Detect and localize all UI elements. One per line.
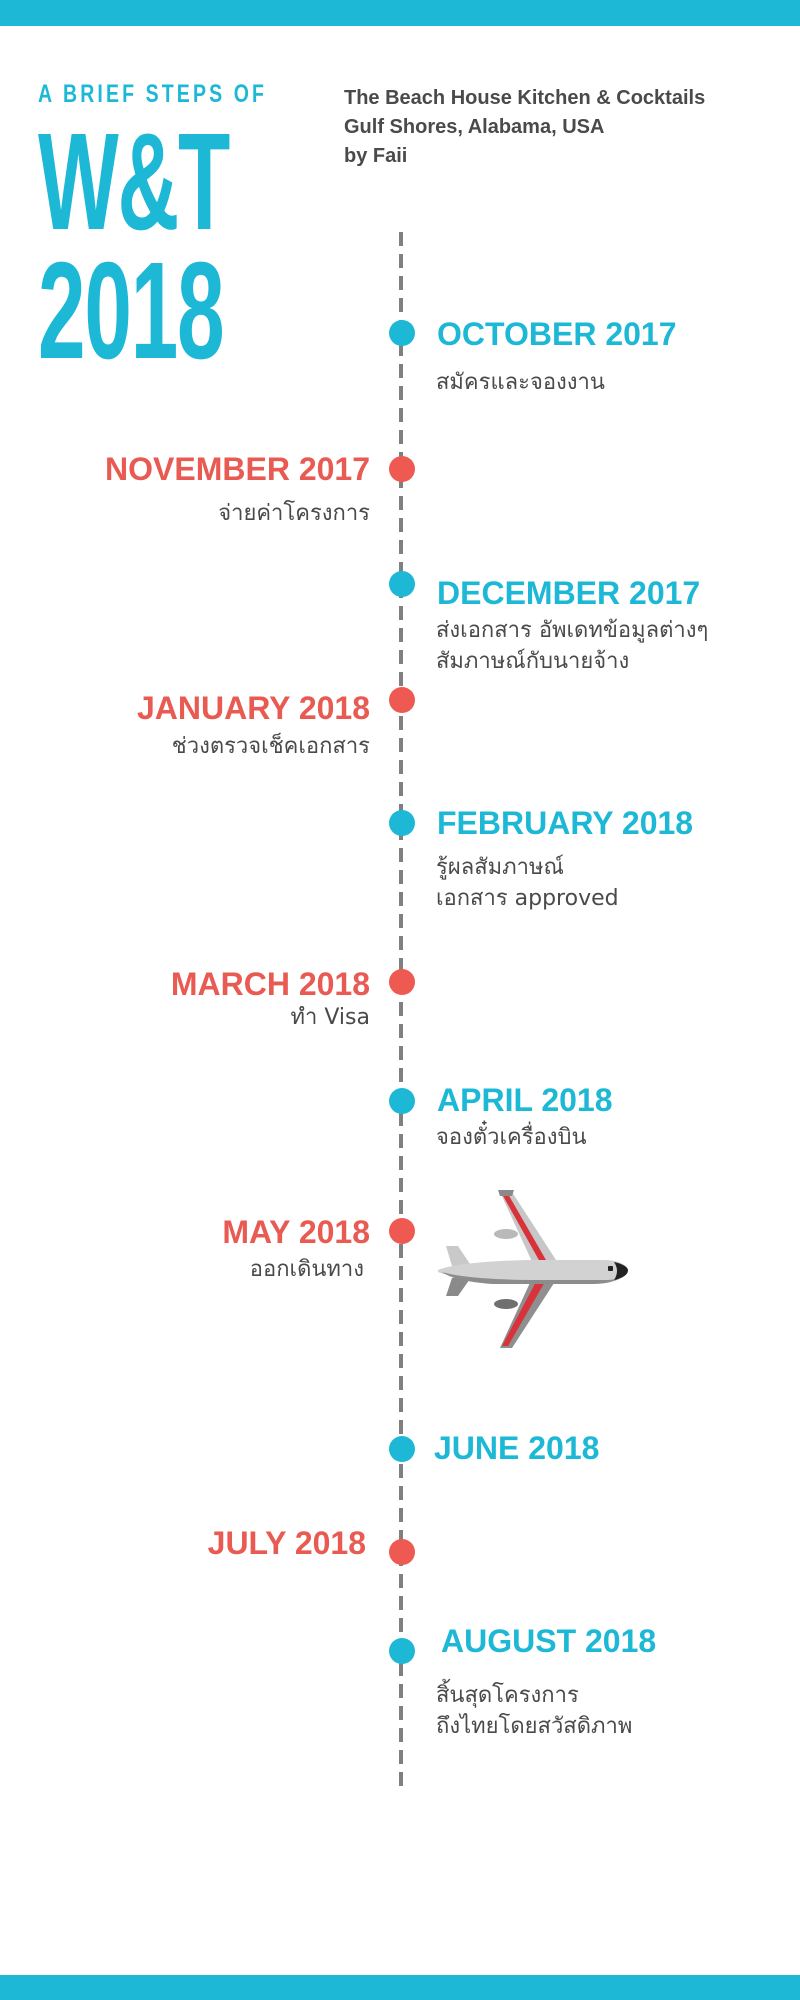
timeline-desc-line: สัมภาษณ์กับนายจ้าง — [436, 649, 630, 674]
timeline-month-aug-2018: AUGUST 2018 — [441, 1623, 657, 1659]
timeline-month-may-2018: MAY 2018 — [222, 1214, 370, 1250]
timeline-desc-line: ออกเดินทาง — [249, 1257, 364, 1282]
timeline-month-apr-2018: APRIL 2018 — [437, 1082, 613, 1118]
timeline-desc-oct-2017 — [436, 367, 605, 398]
timeline-month-dec-2017: DECEMBER 2017 — [437, 575, 701, 611]
timeline-desc-mar-2018 — [291, 1002, 370, 1033]
top-accent-bar — [0, 0, 800, 26]
timeline-desc-line: ถึงไทยโดยสวัสดิภาพ — [436, 1714, 633, 1739]
venue-name: The Beach House Kitchen & Cocktails — [344, 87, 706, 109]
timeline-desc-nov-2017 — [218, 498, 370, 529]
header-title: W&T — [38, 105, 230, 259]
timeline-dot-oct-2017 — [389, 320, 415, 346]
timeline-desc-line: ทำ Visa — [290, 1005, 370, 1030]
timeline-desc-line: รู้ผลสัมภาษณ์ — [436, 855, 564, 880]
timeline-desc-may-2018 — [250, 1254, 364, 1285]
timeline-dot-nov-2017 — [389, 456, 415, 482]
timeline-desc-line: จ่ายค่าโครงการ — [218, 501, 370, 526]
timeline-dot-dec-2017 — [389, 571, 415, 597]
timeline-dot-aug-2018 — [389, 1638, 415, 1664]
airplane-icon — [432, 1188, 628, 1350]
bottom-accent-bar — [0, 1975, 800, 2000]
venue-location: Gulf Shores, Alabama, USA — [344, 116, 605, 138]
timeline-desc-jan-2018 — [172, 731, 370, 762]
header-year: 2018 — [38, 234, 224, 388]
timeline-desc-line: ส่งเอกสาร อัพเดทข้อมูลต่างๆ — [436, 618, 709, 643]
header-kicker: A BRIEF STEPS OF — [38, 80, 268, 108]
timeline-desc-apr-2018 — [436, 1122, 587, 1153]
timeline-desc-line: สิ้นสุดโครงการ — [436, 1683, 579, 1708]
timeline-month-jun-2018: JUNE 2018 — [434, 1430, 600, 1466]
timeline-desc-dec-2017 — [436, 615, 708, 677]
timeline-dot-jul-2018 — [389, 1539, 415, 1565]
timeline-month-feb-2018: FEBRUARY 2018 — [437, 805, 694, 841]
timeline-month-oct-2017: OCTOBER 2017 — [437, 316, 677, 352]
timeline-dot-feb-2018 — [389, 810, 415, 836]
timeline-desc-line: สมัครและจองงาน — [436, 370, 605, 395]
timeline-desc-feb-2018 — [436, 852, 619, 914]
venue-info — [344, 84, 705, 171]
timeline-desc-aug-2018 — [436, 1680, 632, 1742]
timeline-dot-apr-2018 — [389, 1088, 415, 1114]
venue-author: by Faii — [344, 145, 408, 167]
timeline-desc-line: ช่วงตรวจเช็คเอกสาร — [171, 734, 370, 759]
timeline-month-jul-2018: JULY 2018 — [207, 1525, 366, 1561]
timeline-dot-may-2018 — [389, 1218, 415, 1244]
timeline-desc-line: จองตั๋วเครื่องบิน — [436, 1125, 587, 1150]
timeline-dot-jan-2018 — [389, 687, 415, 713]
timeline-month-nov-2017: NOVEMBER 2017 — [105, 451, 370, 487]
timeline-month-jan-2018: JANUARY 2018 — [137, 690, 370, 726]
timeline-desc-line: เอกสาร approved — [436, 886, 619, 911]
timeline-month-mar-2018: MARCH 2018 — [170, 966, 370, 1002]
timeline-dot-mar-2018 — [389, 969, 415, 995]
timeline-dot-jun-2018 — [389, 1436, 415, 1462]
